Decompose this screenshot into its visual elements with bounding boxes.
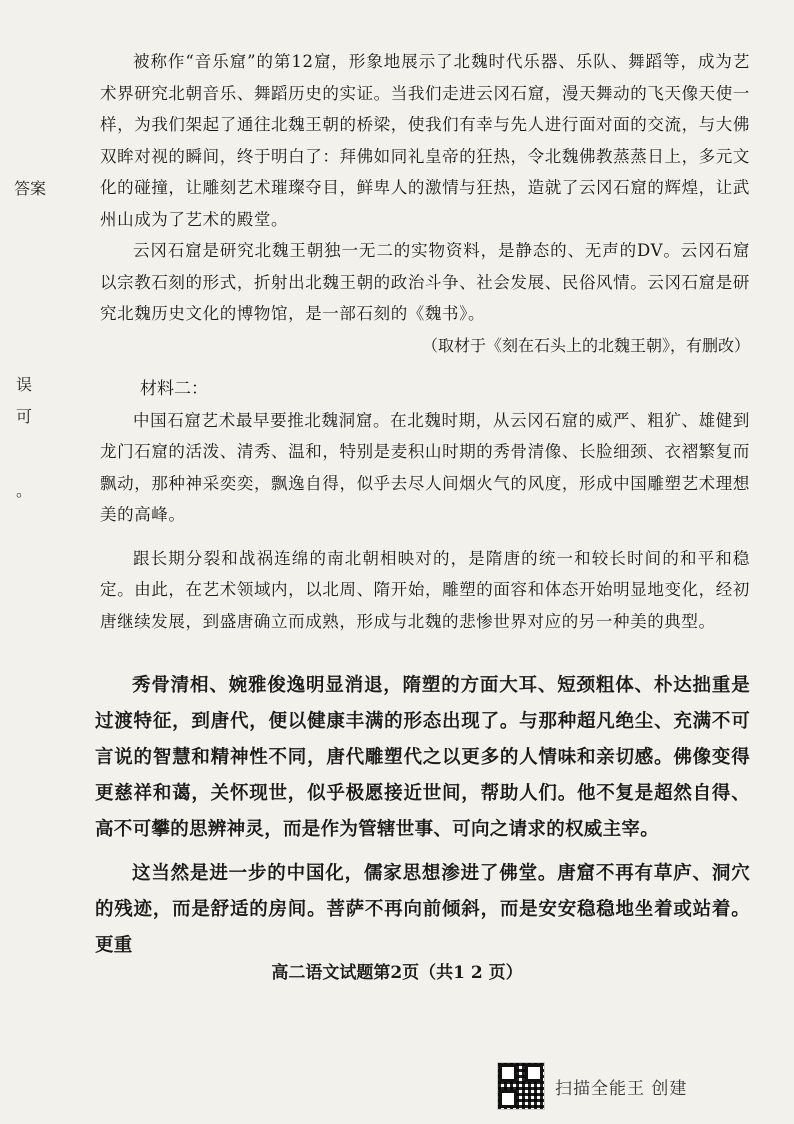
paragraph-yungang-dv: 云冈石窟是研究北魏王朝独一无二的实物资料，是静态的、无声的DV。云冈石窟以宗教石刻的形式，折射出北魏王朝的政治斗争、社会发展、民俗风情。云冈石窟是研究北魏历史文化的博物馆，是一部石刻的《魏书》。: [100, 241, 750, 323]
material-two-heading: 材料二：: [140, 378, 208, 399]
margin-fragment-4: 。: [16, 481, 33, 500]
passage-lower: [95, 668, 750, 964]
passage-upper: [100, 46, 750, 637]
paragraph-tang-sculpture: 秀骨清相、婉雅俊逸明显消退，隋塑的方面大耳、短颈粗体、朴达拙重是过渡特征，到唐代，便以健康丰满的形态出现了。与那种超凡绝尘、充满不可言说的智慧和精神性不同，唐代雕塑代之以更多的人情味和亲切感。佛像变得更慈祥和蔼，关怀现世，似乎极愿接近世间，帮助人们。他不复是超然自得、高不可攀的思辨神灵，而是作为管辖世事、可向之请求的权威主宰。: [95, 675, 750, 840]
paragraph-sinicization: 这当然是进一步的中国化，儒家思想渗进了佛堂。唐窟不再有草庐、洞穴的残迹，而是舒适的房间。菩萨不再向前倾斜，而是安安稳稳地坐着或站着。更重: [95, 863, 750, 956]
paragraph-sui-tang-unity: 跟长期分裂和战祸连绵的南北朝相映对的，是隋唐的统一和较长时间的和平和稳定。由此，在艺术领域内，以北周、隋开始，雕塑的面容和体态开始明显地变化，经初唐继续发展，到盛唐确立而成熟，形成与北魏的悲惨世界对应的另一种美的典型。: [100, 548, 750, 631]
scanner-label: 扫描全能王 创建: [555, 1078, 688, 1099]
margin-fragment-3: 可: [16, 407, 33, 426]
source-citation: （取材于《刻在石头上的北魏王朝》，有删改）: [421, 335, 750, 355]
paragraph-music-cave: 被称作“音乐窟”的第12窟，形象地展示了北魏时代乐器、乐队、舞蹈等，成为艺术界研究北朝音乐、舞蹈历史的实证。当我们走进云冈石窟，漫天舞动的飞天像天使一样，为我们架起了通往北魏王朝的桥梁，使我们有幸与先人进行面对面的交流，与大佛双眸对视的瞬间，终于明白了：拜佛如同礼皇帝的狂热，令北魏佛教蒸蒸日上，多元文化的碰撞，让雕刻艺术璀璨夺目，鲜卑人的激情与狂热，造就了云冈石窟的辉煌，让武州山成为了艺术的殿堂。: [100, 52, 750, 229]
scanner-watermark: [497, 1062, 687, 1110]
paragraph-northern-wei-grottoes: 中国石窟艺术最早要推北魏洞窟。在北魏时期，从云冈石窟的威严、粗犷、雄健到龙门石窟的活泼、清秀、温和，特别是麦积山时期的秀骨清像、长脸细颈、衣褶繁复而飘动，那种神采奕奕，飘逸自得，似乎去尽人间烟火气的风度，形成中国雕塑艺术理想美的高峰。: [100, 410, 750, 524]
page-footer: 高二语文试题第2页（共1 2 页）: [271, 963, 523, 983]
margin-fragment-2: 误: [16, 375, 33, 394]
margin-fragment-1: 答案: [14, 179, 47, 198]
qr-code-icon: [497, 1062, 545, 1110]
